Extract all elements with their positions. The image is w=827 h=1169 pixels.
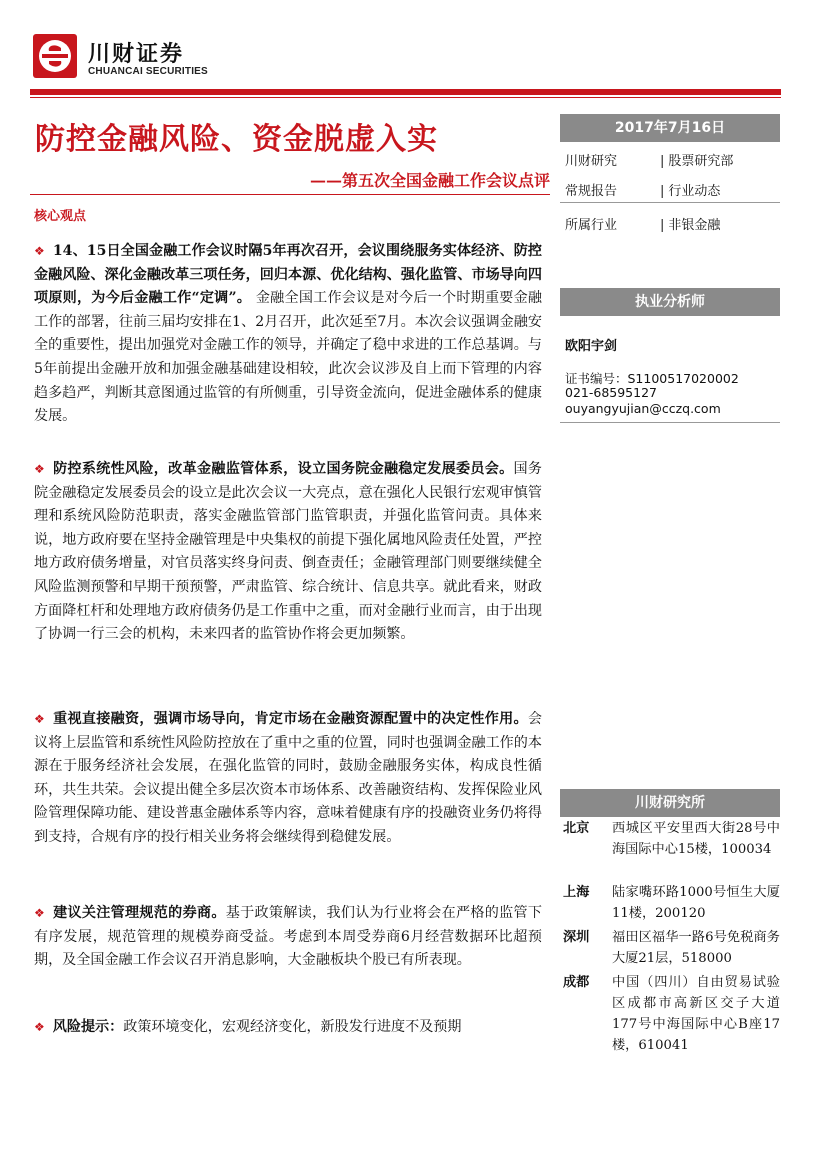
paragraph-1 [34, 240, 542, 429]
sidebar-rule [560, 422, 780, 423]
diamond-bullet-icon: ❖ [34, 244, 45, 258]
section-label: 核心观点 [34, 209, 87, 224]
diamond-bullet-icon: ❖ [34, 1020, 45, 1034]
office-address: 中国（四川）自由贸易试验区成都市高新区交子大道177号中海国际中心B座17楼，610041 [612, 975, 780, 1053]
office-city: 深圳 [563, 930, 590, 945]
meta-row: 川财研究 | 股票研究部 [565, 150, 780, 169]
paragraph-5 [34, 1016, 542, 1040]
paragraph-body: 政策环境变化，宏观经济变化，新股发行进度不及预期 [123, 1019, 462, 1035]
office-beijing [563, 818, 780, 860]
diamond-bullet-icon: ❖ [34, 906, 46, 920]
diamond-bullet-icon: ❖ [34, 712, 46, 726]
meta-key: 常规报告 [565, 184, 618, 199]
institute-header: 川财研究所 [560, 789, 780, 817]
header-rule-thin [30, 97, 781, 98]
office-chengdu [563, 972, 780, 1056]
analyst-cert: 证书编号：S1100517020002 [565, 371, 739, 386]
paragraph-lead: 14、15日全国金融工作会议时隔5年再次召开，会议围绕服务实体经济、防控金融风险、深化金融改革三项任务，回归本源、优化结构、强化监管、市场导向四项原则，为今后金融工作“定调”。 [34, 243, 542, 307]
title-rule [30, 194, 550, 195]
chuancai-logo-icon [33, 34, 77, 78]
report-date: 2017年7月16日 [560, 114, 780, 142]
meta-key: 川财研究 [565, 154, 618, 169]
meta-value: 行业动态 [668, 184, 721, 199]
paragraph-body: 金融全国工作会议是对今后一个时期重要金融工作的部署，往前三届均安排在1、2月召开，此次延至7月。本次会议强调金融安全的重要性，提出加强党对金融工作的领导，并确定了稳中求进的工作总基调。与5年前提出金融开放和加强金融基础建设相较，此次会议涉及自上而下管理的内容趋多趋严，判断其意图通过监管的有所侧重，引导资金流向，促进金融体系的健康发展。 [34, 290, 543, 425]
office-city: 北京 [563, 821, 590, 836]
paragraph-lead: 风险提示： [52, 1019, 124, 1035]
meta-value: 非银金融 [668, 218, 721, 233]
report-subtitle: ——第五次全国金融工作会议点评 [309, 171, 550, 190]
header-rule [30, 89, 781, 95]
sidebar-rule [560, 202, 780, 203]
analyst-phone: 021-68595127 [565, 385, 657, 400]
office-address: 西城区平安里西大街28号中海国际中心15楼，100034 [612, 821, 780, 857]
analyst-name: 欧阳宇剑 [565, 339, 618, 354]
paragraph-3 [34, 708, 542, 850]
brand-name-cn: 川财证券 [88, 42, 185, 67]
diamond-bullet-icon: ❖ [34, 462, 46, 476]
paragraph-body: 会议将上层监管和系统性风险防控放在了重中之重的位置，同时也强调金融工作的本源在于服务经济社会发展，在强化监管的同时，鼓励金融服务实体，构成良性循环，共生共荣。会议提出健全多层次资本市场体系、改善融资结构、发挥保险业风险管理保障功能、建设普惠金融体系等内容，意味着健康有序的投融资业务仍将得到支持，合规有序的投行相关业务将会继续得到稳健发展。 [34, 711, 542, 845]
paragraph-body: 国务院金融稳定发展委员会的设立是此次会议一大亮点，意在强化人民银行宏观审慎管理和系统风险防范职责，落实金融监管部门监管职责，并强化监管问责。具体来说，地方政府要在坚持金融管理是中央集权的前提下强化属地风险责任处置，严控地方政府债务增量，对官员落实终身问责、倒查责任；金融管理部门则要继续健全风险监测预警和早期干预预警，严肃监管、综合统计、信息共享。就此看来，财政方面降杠杆和处理地方政府债务仍是工作重中之重，而对金融行业而言，由于出现了协调一行三会的机构，未来四者的监管协作将会更加频繁。 [34, 461, 542, 643]
office-address: 福田区福华一路6号免税商务大厦21层，518000 [612, 930, 780, 966]
office-shenzhen [563, 927, 780, 969]
office-city: 上海 [563, 885, 590, 900]
office-shanghai [563, 882, 780, 924]
brand-name-en: CHUANCAI SECURITIES [88, 66, 208, 77]
paragraph-body: 基于政策解读，我们认为行业将会在严格的监管下有序发展，规范管理的规模券商受益。考虑到本周受券商6月经营数据环比超预期，及全国金融工作会议召开消息影响，大金融板块个股已有所表现。 [34, 905, 543, 969]
meta-row: 常规报告 | 行业动态 [565, 180, 780, 199]
meta-value: 股票研究部 [668, 154, 734, 169]
report-title: 防控金融风险、资金脱虚入实 [35, 122, 438, 157]
paragraph-4 [34, 902, 542, 973]
paragraph-2 [34, 458, 542, 647]
meta-row: 所属行业 | 非银金融 [565, 214, 780, 233]
office-city: 成都 [563, 975, 590, 990]
paragraph-lead: 建议关注管理规范的券商。 [53, 905, 226, 921]
analyst-email[interactable]: ouyangyujian@cczq.com [565, 401, 721, 416]
paragraph-lead: 重视直接融资，强调市场导向，肯定市场在金融资源配置中的决定性作用。 [53, 711, 528, 727]
office-address: 陆家嘴环路1000号恒生大厦11楼，200120 [612, 885, 780, 921]
paragraph-lead: 防控系统性风险，改革金融监管体系，设立国务院金融稳定发展委员会。 [53, 461, 514, 477]
analyst-header: 执业分析师 [560, 288, 780, 316]
meta-key: 所属行业 [565, 218, 618, 233]
